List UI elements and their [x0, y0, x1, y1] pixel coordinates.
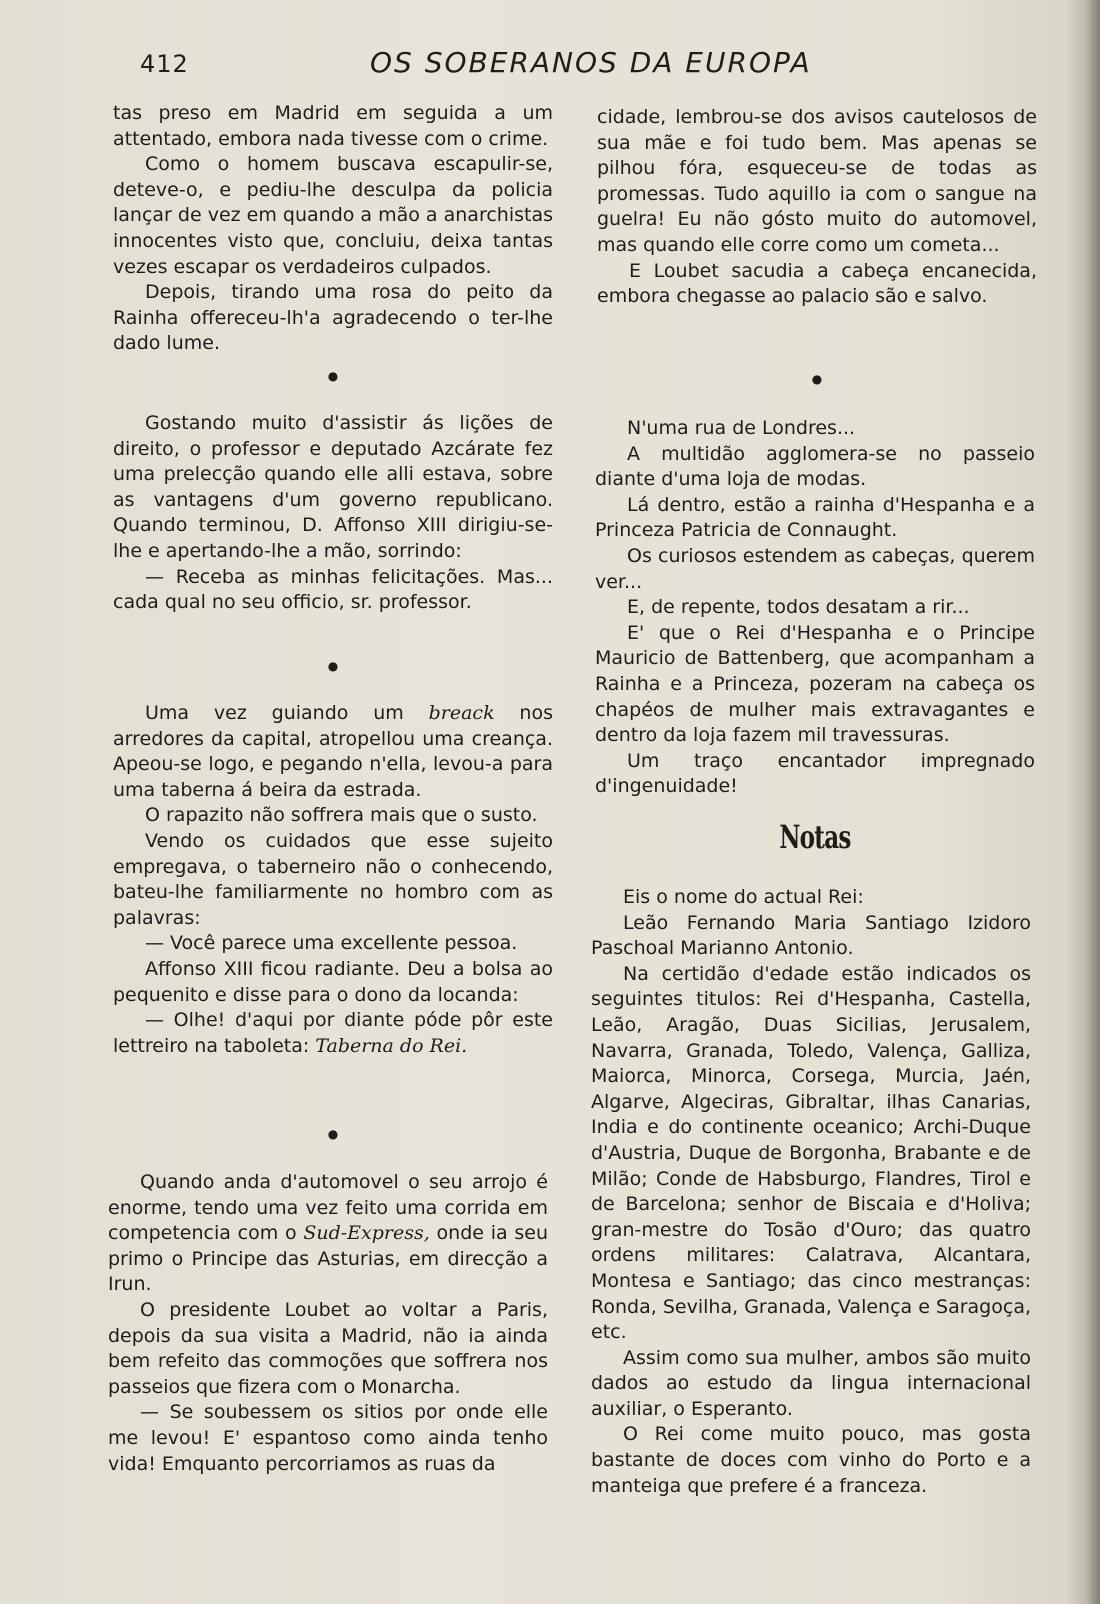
section-separator: ●: [327, 369, 339, 383]
paragraph: tas preso em Madrid em seguida a um attentado, embora nada tivesse com o crime.: [113, 102, 553, 150]
paragraph: [108, 1170, 548, 1298]
section-separator: ●: [811, 372, 823, 386]
paragraph: Eis o nome do actual Rei:: [623, 886, 864, 908]
left-block-4: [108, 1170, 548, 1477]
text-run: Uma vez guiando um: [145, 702, 429, 724]
paragraph: A multidão agglomera-se no passeio diante d'uma loja de modas.: [595, 442, 1035, 491]
paragraph: Assim como sua mulher, ambos são muito dados ao estudo da lingua internacional auxiliar, o Esperanto.: [591, 1346, 1031, 1420]
italic-text: Taberna do Rei.: [315, 1034, 468, 1057]
notes-block: [591, 885, 1031, 1499]
page-header: [0, 46, 1100, 86]
section-separator: ●: [327, 659, 339, 673]
text-run: onde ia seu primo o Principe das Asturias, em direcção a Irun.: [108, 1222, 548, 1296]
paragraph: — Se soubessem os sitios por onde elle me levou! E' espantoso como ainda tenho vida! Emquanto percorriamos as ruas da: [108, 1401, 548, 1475]
paragraph: O Rei come muito pouco, mas gosta bastante de doces com vinho do Porto e a manteiga que prefere é a franceza.: [591, 1423, 1031, 1497]
paragraph: N'uma rua de Londres...: [627, 417, 856, 439]
italic-text: breack: [428, 702, 495, 724]
section-separator: ●: [327, 1127, 339, 1141]
left-block-3: [113, 701, 553, 1059]
notes-heading: Notas: [779, 818, 851, 856]
page-edge-shadow: [1086, 0, 1100, 1604]
paragraph: O presidente Loubet ao voltar a Paris, depois da sua visita a Madrid, não ia ainda bem refeito das commoções que soffrera nos passeios que fizera com o Monarcha.: [108, 1298, 548, 1398]
paragraph: Depois, tirando uma rosa do peito da Rainha offereceu-lh'a agradecendo o ter-lhe dado lume.: [113, 281, 553, 355]
italic-text: Sud-Express,: [303, 1222, 430, 1245]
paragraph: Na certidão d'edade estão indicados os seguintes titulos: Rei d'Hespanha, Castella, Leão, Aragão, Duas Sicilias, Jerusalem, Navarra, Granada, Toledo, Valença, Galliza, Maiorca, Minorca, Corsega, Murcia, Jaén, Algarve, Algeciras, Gibraltar, ilhas Canarias, India e do continente oceanico; Archi-Duque d'Austria, Duque de Borgonha, Brabante e de Milão; Conde de Habsburgo, Flandres, Tirol e de Barcelona; senhor de Biscaia e d'Holiva; gran-mestre do Tosão d'Ouro; das quatro ordens militares: Calatrava, Alcantara, Montesa e Santiago; das cinco mestranças: Ronda, Sevilha, Granada, Valença e Saragoça, etc.: [591, 962, 1031, 1344]
paragraph: [113, 1008, 553, 1059]
paragraph: — Você parece uma excellente pessoa.: [145, 932, 518, 955]
paragraph: [113, 701, 553, 803]
paragraph: — Receba as minhas felicitações. Mas... cada qual no seu officio, sr. professor.: [113, 565, 553, 614]
left-block-2: [113, 411, 553, 616]
paragraph: cidade, lembrou-se dos avisos cautelosos de sua mãe e foi tudo bem. Mas apenas se pilhou fóra, esqueceu-se de todas as promessas. Tudo aquillo ia com o sangue na guelra! Eu não gósto muito do automovel, mas quando elle corre como um cometa...: [597, 106, 1037, 256]
right-block-1: [597, 105, 1037, 310]
text-run: nos arredores da capital, atropellou uma creança. Apeou-se logo, e pegando n'ella, levou-a para uma taberna á beira da estrada.: [113, 702, 553, 801]
page-number: 412: [140, 50, 189, 78]
paragraph: Affonso XIII ficou radiante. Deu a bolsa ao pequenito e disse para o dono da locanda:: [113, 957, 553, 1006]
paragraph: Um traço encantador impregnado d'ingenuidade!: [595, 749, 1035, 798]
paragraph: O rapazito não soffrera mais que o susto.: [145, 804, 538, 827]
paragraph: E Loubet sacudia a cabeça encanecida, embora chegasse ao palacio são e salvo.: [597, 259, 1037, 308]
paragraph: Como o homem buscava escapulir-se, deteve-o, e pediu-lhe desculpa da policia lançar de vez em quando a mão a anarchistas innocentes visto que, concluiu, deixa tantas vezes escapar os verdadeiros culpados.: [113, 153, 553, 278]
paragraph: Lá dentro, estão a rainha d'Hespanha e a Princeza Patricia de Connaught.: [595, 493, 1035, 542]
paragraph: E' que o Rei d'Hespanha e o Principe Mauricio de Battenberg, que acompanham a Rainha e a Princeza, pozeram na cabeça os chapéos de mulher mais extravagantes e dentro da loja fazem mil travessuras.: [595, 621, 1035, 747]
running-title: OS SOBERANOS DA EUROPA: [370, 46, 812, 79]
left-block-1: [113, 101, 553, 357]
text-run: Quando anda d'automovel o seu arrojo é enorme, tendo uma vez feito uma corrida em competencia com o: [108, 1171, 548, 1245]
right-block-2: [595, 416, 1035, 800]
paragraph: Os curiosos estendem as cabeças, querem ver...: [595, 544, 1035, 593]
paragraph: Gostando muito d'assistir ás lições de direito, o professor e deputado Azcárate fez uma prelecção quando elle alli estava, sobre as vantagens d'um governo republicano. Quando terminou, D. Affonso XIII dirigiu-se-lhe e apertando-lhe a mão, sorrindo:: [113, 412, 553, 562]
text-run: — Olhe! d'aqui por diante póde pôr este lettreiro na taboleta:: [113, 1009, 553, 1057]
paragraph: E, de repente, todos desatam a rir...: [627, 596, 970, 619]
paragraph: Vendo os cuidados que esse sujeito empregava, o taberneiro não o conhecendo, bateu-lhe familiarmente no hombro com as palavras:: [113, 829, 553, 929]
paragraph: Leão Fernando Maria Santiago Izidoro Paschoal Marianno Antonio.: [591, 911, 1031, 960]
